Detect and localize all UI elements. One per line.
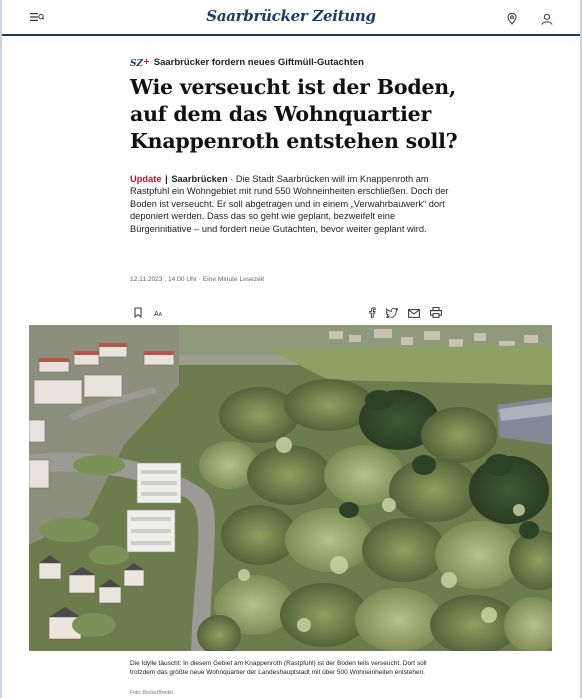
mail-share-button[interactable] [408, 305, 420, 323]
teaser-body: · Die Stadt Saarbrücken will im Knappenroth am Rastpfuhl ein Wohngebiet mit rund 550 Wohneinheiten erschließen. Doch der Boden ist verseucht. Er soll abgetragen und in einem „Verwahrbauwerk“ dort deponiert werden. Dass das so geht wie geplant, bezweifelt eine Bürgerinitiative – und fordert neue Gutachten, bevor weiter geplant wird. [130, 174, 449, 234]
teaser-city: Saarbrücken [171, 174, 228, 184]
window-frame-left [0, 0, 2, 698]
aerial-photo [29, 325, 552, 651]
article-hero-image[interactable] [29, 325, 552, 651]
bookmark-button[interactable] [134, 305, 142, 323]
location-pin-icon [507, 13, 517, 25]
article-teaser [130, 173, 452, 235]
user-icon [541, 13, 553, 25]
location-button[interactable] [507, 12, 517, 30]
twitter-share-button[interactable] [386, 305, 398, 323]
facebook-share-button[interactable] [368, 305, 376, 323]
bookmark-icon [134, 307, 142, 318]
update-label: Update [130, 174, 162, 184]
facebook-icon [368, 307, 376, 318]
article-tools [134, 305, 162, 323]
header-divider [2, 34, 580, 36]
article-headline: Wie verseucht ist der Boden, auf dem das Wohnquartier Knappenroth entstehen soll? [130, 75, 458, 153]
site-header [2, 0, 580, 36]
share-tools [368, 305, 442, 323]
kicker-text: Saarbrücker fordern neues Giftmüll-Gutachten [153, 57, 364, 68]
article-kicker [130, 56, 364, 69]
image-caption: Die Idylle täuscht: In diesem Gebiet am Knappenroth (Rastpfuhl) ist der Boden teils verseucht. Dort soll trotzdem das größte neue Wohnquartier der Landeshauptstadt mit über 500 Wohneinheiten entstehen. [130, 660, 427, 676]
sz-plus-badge: SZ+ [130, 56, 150, 69]
text-size-button[interactable] [154, 311, 162, 318]
teaser-separator: | [165, 174, 168, 184]
print-button[interactable] [430, 305, 442, 323]
image-credit: Foto: BeckerBredel [130, 690, 173, 696]
article-meta: 12.11.2023 , 14:00 Uhr · Eine Minute Lesezeit [130, 276, 265, 283]
mail-icon [408, 309, 420, 318]
print-icon [430, 307, 442, 318]
text-size-icon: AA [154, 310, 163, 318]
brand-logo[interactable]: Saarbrücker Zeitung [206, 7, 376, 25]
account-button[interactable] [541, 12, 553, 30]
twitter-icon [386, 308, 398, 318]
